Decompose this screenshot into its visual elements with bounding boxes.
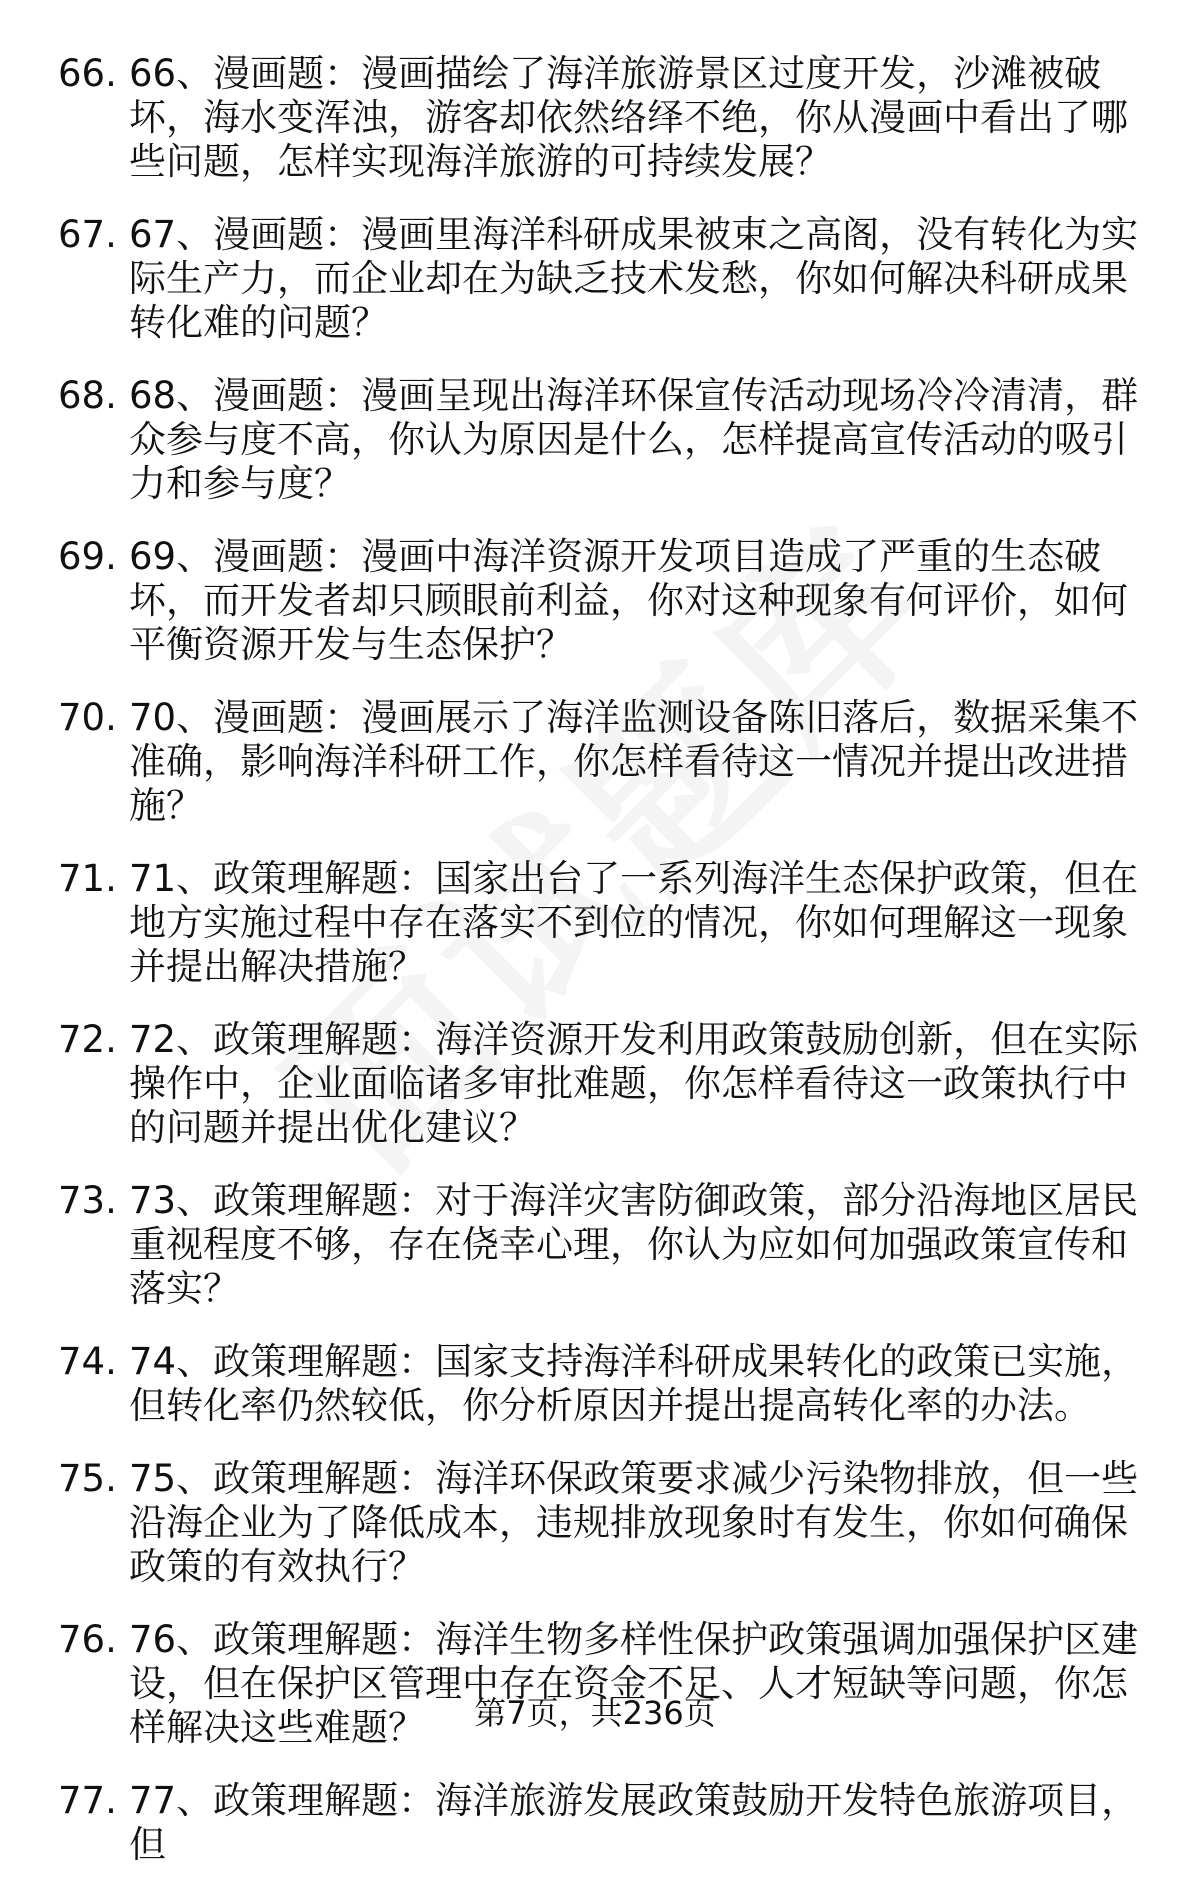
question-item (0, 1457, 1190, 1589)
question-number: 73. (58, 1179, 117, 1222)
question-text: 70、漫画题：漫画展示了海洋监测设备陈旧落后，数据采集不准确，影响海洋科研工作，你怎样看待这一情况并提出改进措施？ (129, 696, 1139, 827)
question-number: 69. (58, 535, 117, 578)
question-item (0, 1340, 1190, 1428)
question-item (0, 1018, 1190, 1150)
question-text: 73、政策理解题：对于海洋灾害防御政策，部分沿海地区居民重视程度不够，存在侥幸心理，你认为应如何加强政策宣传和落实？ (129, 1179, 1139, 1310)
question-text: 76、政策理解题：海洋生物多样性保护政策强调加强保护区建设，但在保护区管理中存在资金不足、人才短缺等问题，你怎样解决这些难题？ (129, 1618, 1139, 1749)
question-item (0, 535, 1190, 667)
question-number: 74. (58, 1340, 117, 1383)
question-text: 72、政策理解题：海洋资源开发利用政策鼓励创新，但在实际操作中，企业面临诸多审批难题，你怎样看待这一政策执行中的问题并提出优化建议？ (129, 1018, 1139, 1149)
question-item (0, 213, 1190, 345)
question-number: 66. (58, 52, 117, 95)
question-text: 67、漫画题：漫画里海洋科研成果被束之高阁，没有转化为实际生产力，而企业却在为缺乏技术发愁，你如何解决科研成果转化难的问题？ (129, 213, 1139, 344)
question-number: 77. (58, 1779, 117, 1822)
question-number: 71. (58, 857, 117, 900)
question-item (0, 52, 1190, 184)
question-number: 68. (58, 374, 117, 417)
question-text: 74、政策理解题：国家支持海洋科研成果转化的政策已实施，但转化率仍然较低，你分析原因并提出提高转化率的办法。 (129, 1340, 1139, 1427)
question-item (0, 857, 1190, 989)
question-number: 67. (58, 213, 117, 256)
question-text: 77、政策理解题：海洋旅游发展政策鼓励开发特色旅游项目，但 (129, 1779, 1139, 1866)
question-number: 75. (58, 1457, 117, 1500)
question-item (0, 1779, 1190, 1867)
question-list (0, 52, 1190, 1896)
question-text: 66、漫画题：漫画描绘了海洋旅游景区过度开发，沙滩被破坏，海水变浑浊，游客却依然络绎不绝，你从漫画中看出了哪些问题，怎样实现海洋旅游的可持续发展？ (129, 52, 1128, 183)
page-footer (0, 1693, 1190, 1733)
question-text: 71、政策理解题：国家出台了一系列海洋生态保护政策，但在地方实施过程中存在落实不到位的情况，你如何理解这一现象并提出解决措施？ (129, 857, 1139, 988)
question-number: 70. (58, 696, 117, 739)
question-number: 72. (58, 1018, 117, 1061)
question-text: 69、漫画题：漫画中海洋资源开发项目造成了严重的生态破坏，而开发者却只顾眼前利益，你对这种现象有何评价，如何平衡资源开发与生态保护？ (129, 535, 1128, 666)
question-text: 68、漫画题：漫画呈现出海洋环保宣传活动现场冷冷清清，群众参与度不高，你认为原因是什么，怎样提高宣传活动的吸引力和参与度？ (129, 374, 1139, 505)
page-number: 第7页，共236页 (474, 1694, 716, 1732)
question-item (0, 696, 1190, 828)
question-item (0, 1179, 1190, 1311)
question-number: 76. (58, 1618, 117, 1661)
question-text: 75、政策理解题：海洋环保政策要求减少污染物排放，但一些沿海企业为了降低成本，违规排放现象时有发生，你如何确保政策的有效执行？ (129, 1457, 1139, 1588)
question-item (0, 374, 1190, 506)
